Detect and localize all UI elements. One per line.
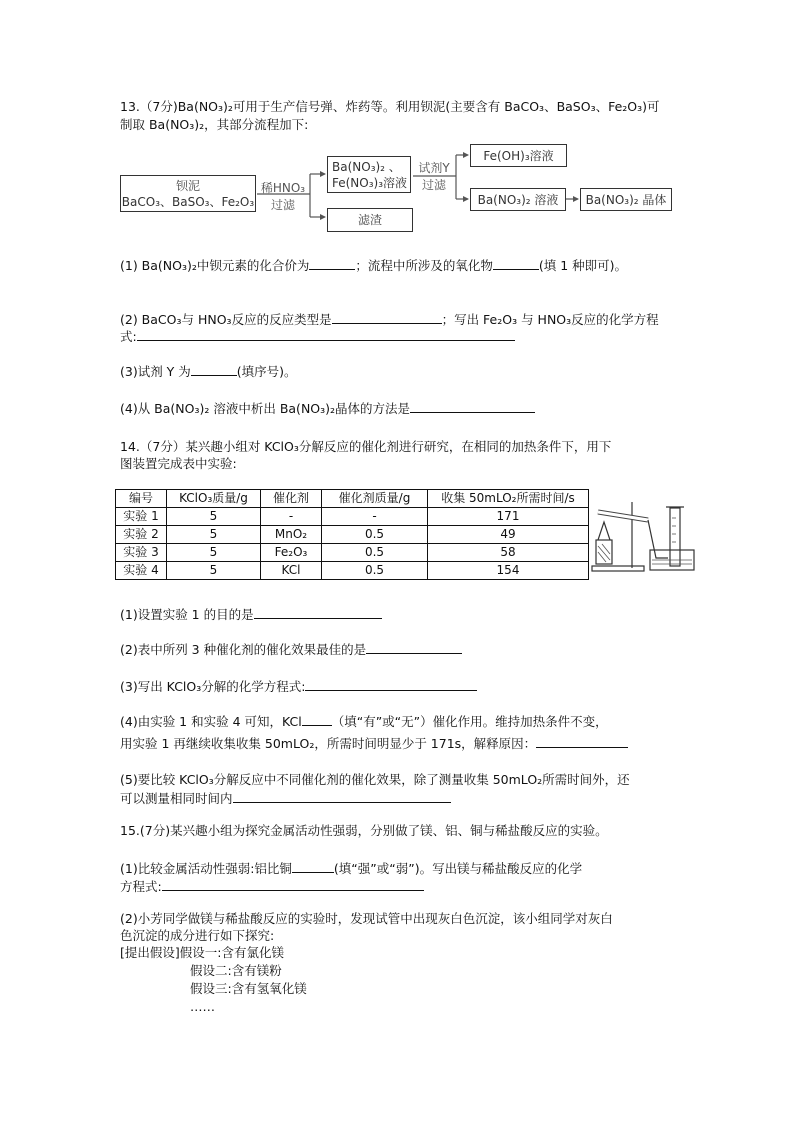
q14-part1: [120, 605, 382, 623]
box-line2: Fe(NO₃)₃溶液: [332, 175, 408, 190]
box-content: BaCO₃、BaSO₃、Fe₂O₃: [121, 194, 255, 209]
answer-blank[interactable]: [137, 327, 515, 341]
text: (4)从 Ba(NO₃)₂ 溶液中析出 Ba(NO₃)₂晶体的方法是: [120, 401, 411, 416]
q13-part2: [120, 310, 659, 328]
text: （填“有”或“无”）催化作用。维持加热条件不变，: [331, 714, 608, 729]
answer-blank[interactable]: [309, 256, 355, 270]
q14-part4-line2: [120, 734, 628, 752]
cell: KCl: [261, 562, 322, 580]
text: (填“强”或“弱”)。写出镁与稀盐酸反应的化学: [333, 861, 583, 876]
text: 用实验 1 再继续收集收集 50mLO₂，所需时间明显少于 171s，解释原因：: [120, 736, 537, 751]
table-row: [116, 544, 589, 562]
q15-intro: 15.(7分)某兴趣小组为探究金属活动性强弱，分别做了镁、铝、铜与稀盐酸反应的实验。: [120, 823, 608, 838]
cell: 实验 3: [116, 544, 167, 562]
box-line1: Ba(NO₃)₂ 、: [332, 159, 401, 174]
answer-blank[interactable]: [191, 362, 237, 376]
cell: 0.5: [322, 562, 428, 580]
q13-part3: [120, 362, 297, 380]
cell: 5: [167, 544, 261, 562]
flow-step-reagent-y: [414, 160, 454, 194]
cell: 0.5: [322, 526, 428, 544]
step-reagent: 试剂Y: [418, 161, 450, 175]
text: ；流程中所涉及的氧化物: [355, 258, 493, 273]
answer-blank[interactable]: [366, 640, 462, 654]
cell: 5: [167, 526, 261, 544]
apparatus-illustration: [590, 498, 698, 576]
cell: 154: [428, 562, 589, 580]
step-operation: 过滤: [270, 198, 295, 212]
answer-blank[interactable]: [233, 789, 451, 803]
q14-part3: [120, 677, 477, 695]
flow-box-iron-hydroxide: Fe(OH)₃溶液: [470, 144, 567, 167]
q15-part2-line2: 色沉淀的成分进行如下探究:: [120, 928, 275, 943]
table-row: [116, 508, 589, 526]
cell: 5: [167, 562, 261, 580]
text: (1)比较金属活动性强弱:铝比铜: [120, 861, 292, 876]
table-header-row: [116, 490, 589, 508]
text: (填 1 种即可)。: [538, 258, 628, 273]
q13-part2-line2: [120, 327, 515, 345]
flow-box-nitrate-solution: [327, 156, 411, 193]
text: ；写出 Fe₂O₃ 与 HNO₃反应的化学方程: [441, 312, 659, 327]
cell: 实验 4: [116, 562, 167, 580]
text: (3)写出 KClO₃分解的化学方程式:: [120, 679, 306, 694]
header-cell: KClO₃质量/g: [167, 490, 261, 508]
flow-step-dilute-hno3: [260, 180, 306, 214]
cell: 49: [428, 526, 589, 544]
q13-part4: [120, 399, 535, 417]
q13-part1: [120, 256, 627, 274]
answer-blank[interactable]: [332, 310, 442, 324]
q13-intro-line1: 13.（7分)Ba(NO₃)₂可用于生产信号弹、炸药等。利用钡泥(主要含有 BaCO₃、BaSO₃、Fe₂O₃)可: [120, 99, 660, 114]
text: (2)表中所列 3 种催化剂的催化效果最佳的是: [120, 642, 367, 657]
hypothesis-1: [提出假设]假设一:含有氯化镁: [120, 945, 284, 960]
header-cell: 编号: [116, 490, 167, 508]
answer-blank[interactable]: [305, 677, 477, 691]
q14-intro-line1: 14.（7分）某兴趣小组对 KClO₃分解反应的催化剂进行研究，在相同的加热条件下，用下: [120, 439, 612, 454]
q14-part4: [120, 712, 608, 730]
text: 式:: [120, 329, 137, 344]
flow-box-barium-nitrate-crystal: Ba(NO₃)₂ 晶体: [580, 188, 672, 211]
flow-box-barium-mud: [120, 175, 256, 212]
cell: 实验 2: [116, 526, 167, 544]
step-reagent: 稀HNO₃: [260, 181, 306, 195]
cell: -: [322, 508, 428, 526]
cell: 0.5: [322, 544, 428, 562]
hypothesis-3: 假设三:含有氢氧化镁: [190, 981, 307, 996]
answer-blank[interactable]: [493, 256, 539, 270]
cell: 实验 1: [116, 508, 167, 526]
box-title: 钡泥: [175, 178, 200, 193]
q15-part1-line2: [120, 877, 424, 895]
answer-blank[interactable]: [254, 605, 382, 619]
text: 方程式:: [120, 879, 162, 894]
header-cell: 催化剂质量/g: [322, 490, 428, 508]
q15-part1: [120, 859, 582, 877]
answer-blank[interactable]: [302, 712, 332, 726]
experiment-table: [115, 489, 589, 580]
text: (填序号)。: [236, 364, 297, 379]
text: (1) Ba(NO₃)₂中钡元素的化合价为: [120, 258, 310, 273]
cell: 171: [428, 508, 589, 526]
cell: 5: [167, 508, 261, 526]
q14-part5-line2: [120, 789, 451, 807]
q14-intro-line2: 图装置完成表中实验:: [120, 456, 237, 471]
cell: -: [261, 508, 322, 526]
table-row: [116, 562, 589, 580]
q14-part2: [120, 640, 462, 658]
flow-box-barium-nitrate-solution: Ba(NO₃)₂ 溶液: [470, 188, 566, 211]
cell: MnO₂: [261, 526, 322, 544]
q13-intro-line2: 制取 Ba(NO₃)₂，其部分流程加下:: [120, 117, 309, 132]
header-cell: 催化剂: [261, 490, 322, 508]
q15-part2: (2)小芳同学做镁与稀盐酸反应的实验时，发现试管中出现灰白色沉淀，该小组同学对灰白: [120, 911, 613, 926]
header-cell: 收集 50mLO₂所需时间/s: [428, 490, 589, 508]
answer-blank[interactable]: [162, 877, 424, 891]
text: (3)试剂 Y 为: [120, 364, 191, 379]
q14-part5: (5)要比较 KClO₃分解反应中不同催化剂的催化效果，除了测量收集 50mLO₂所需时间外，还: [120, 772, 630, 787]
answer-blank[interactable]: [536, 734, 628, 748]
answer-blank[interactable]: [410, 399, 535, 413]
text: (4)由实验 1 和实验 4 可知，KCl: [120, 714, 302, 729]
text: (1)设置实验 1 的目的是: [120, 607, 254, 622]
text: (2) BaCO₃与 HNO₃反应的反应类型是: [120, 312, 332, 327]
hypothesis-2: 假设二:含有镁粉: [190, 963, 282, 978]
hypothesis-ellipsis: ……: [190, 999, 215, 1014]
cell: 58: [428, 544, 589, 562]
cell: Fe₂O₃: [261, 544, 322, 562]
table-row: [116, 526, 589, 544]
answer-blank[interactable]: [292, 859, 334, 873]
text: 可以测量相同时间内: [120, 791, 233, 806]
step-operation: 过滤: [421, 178, 446, 192]
flow-box-residue: 滤渣: [327, 208, 413, 232]
